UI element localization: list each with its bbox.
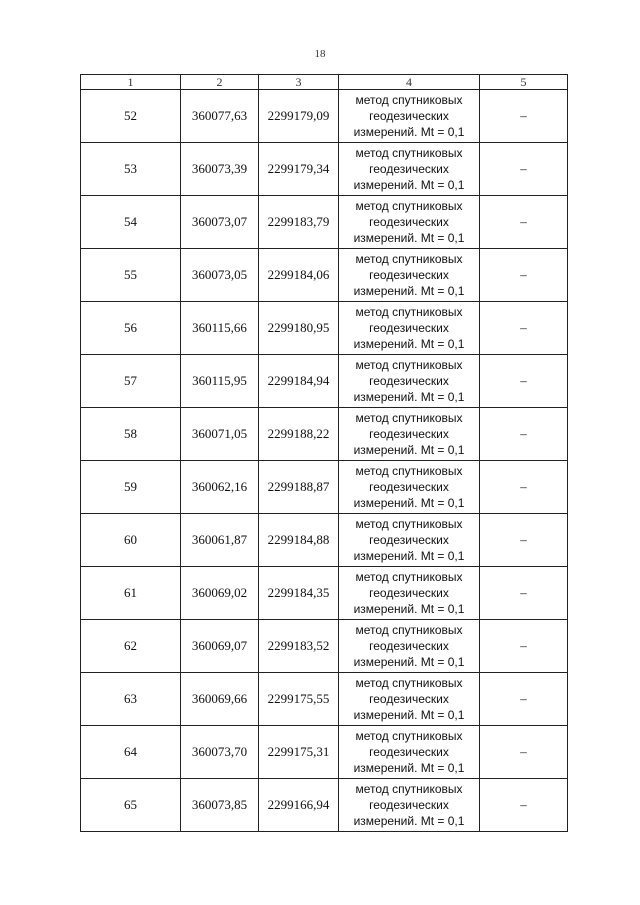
method-line: геодезических <box>369 745 449 759</box>
method-line: метод спутниковых <box>355 782 463 796</box>
note-cell: – <box>480 143 568 196</box>
method-line: метод спутниковых <box>355 729 463 743</box>
note-cell: – <box>480 249 568 302</box>
table-body <box>81 90 568 832</box>
header-col-4: 4 <box>339 75 480 90</box>
point-number-cell: 52 <box>81 90 181 143</box>
page-number: 18 <box>314 48 326 60</box>
method-line: измерений. Mt = 0,1 <box>353 602 465 616</box>
method-line: геодезических <box>369 374 449 388</box>
method-line: измерений. Mt = 0,1 <box>353 443 465 457</box>
table-row <box>81 302 568 355</box>
note-cell: – <box>480 355 568 408</box>
method-line: измерений. Mt = 0,1 <box>353 761 465 775</box>
x-coordinate-cell: 360077,63 <box>181 90 259 143</box>
method-line: измерений. Mt = 0,1 <box>353 708 465 722</box>
note-cell: – <box>480 779 568 832</box>
table-row <box>81 779 568 832</box>
method-cell <box>339 620 480 673</box>
point-number-cell: 60 <box>81 514 181 567</box>
method-line: измерений. Mt = 0,1 <box>353 337 465 351</box>
method-line: геодезических <box>369 480 449 494</box>
y-coordinate-cell: 2299166,94 <box>259 779 339 832</box>
method-cell <box>339 355 480 408</box>
method-line: измерений. Mt = 0,1 <box>353 496 465 510</box>
table-row <box>81 461 568 514</box>
method-line: измерений. Mt = 0,1 <box>353 125 465 139</box>
point-number-cell: 56 <box>81 302 181 355</box>
method-line: метод спутниковых <box>355 411 463 425</box>
method-cell <box>339 567 480 620</box>
note-cell: – <box>480 567 568 620</box>
y-coordinate-cell: 2299175,31 <box>259 726 339 779</box>
method-line: метод спутниковых <box>355 570 463 584</box>
method-line: измерений. Mt = 0,1 <box>353 814 465 828</box>
table-header <box>81 75 568 90</box>
method-cell <box>339 249 480 302</box>
y-coordinate-cell: 2299183,52 <box>259 620 339 673</box>
table-row <box>81 143 568 196</box>
method-line: геодезических <box>369 427 449 441</box>
method-line: геодезических <box>369 692 449 706</box>
x-coordinate-cell: 360115,66 <box>181 302 259 355</box>
table-row <box>81 196 568 249</box>
y-coordinate-cell: 2299179,34 <box>259 143 339 196</box>
point-number-cell: 59 <box>81 461 181 514</box>
x-coordinate-cell: 360069,02 <box>181 567 259 620</box>
method-line: измерений. Mt = 0,1 <box>353 284 465 298</box>
method-cell <box>339 196 480 249</box>
y-coordinate-cell: 2299175,55 <box>259 673 339 726</box>
point-number-cell: 62 <box>81 620 181 673</box>
x-coordinate-cell: 360073,05 <box>181 249 259 302</box>
note-cell: – <box>480 302 568 355</box>
x-coordinate-cell: 360062,16 <box>181 461 259 514</box>
method-cell <box>339 143 480 196</box>
method-line: метод спутниковых <box>355 623 463 637</box>
method-cell <box>339 90 480 143</box>
method-line: измерений. Mt = 0,1 <box>353 231 465 245</box>
method-line: измерений. Mt = 0,1 <box>353 178 465 192</box>
method-line: геодезических <box>369 268 449 282</box>
method-line: измерений. Mt = 0,1 <box>353 655 465 669</box>
method-line: метод спутниковых <box>355 676 463 690</box>
note-cell: – <box>480 514 568 567</box>
header-col-5: 5 <box>480 75 568 90</box>
point-number-cell: 65 <box>81 779 181 832</box>
x-coordinate-cell: 360073,85 <box>181 779 259 832</box>
method-line: метод спутниковых <box>355 464 463 478</box>
method-line: метод спутниковых <box>355 252 463 266</box>
method-line: измерений. Mt = 0,1 <box>353 549 465 563</box>
method-cell <box>339 461 480 514</box>
coordinates-table <box>80 74 568 832</box>
note-cell: – <box>480 461 568 514</box>
method-cell <box>339 673 480 726</box>
table-row <box>81 249 568 302</box>
point-number-cell: 61 <box>81 567 181 620</box>
method-line: геодезических <box>369 321 449 335</box>
note-cell: – <box>480 90 568 143</box>
method-cell <box>339 408 480 461</box>
y-coordinate-cell: 2299188,22 <box>259 408 339 461</box>
x-coordinate-cell: 360069,66 <box>181 673 259 726</box>
table-row <box>81 408 568 461</box>
table-row <box>81 567 568 620</box>
point-number-cell: 64 <box>81 726 181 779</box>
note-cell: – <box>480 726 568 779</box>
table-row <box>81 673 568 726</box>
y-coordinate-cell: 2299184,88 <box>259 514 339 567</box>
y-coordinate-cell: 2299184,35 <box>259 567 339 620</box>
note-cell: – <box>480 673 568 726</box>
table-row <box>81 355 568 408</box>
header-col-1: 1 <box>81 75 181 90</box>
method-line: геодезических <box>369 586 449 600</box>
method-line: геодезических <box>369 162 449 176</box>
x-coordinate-cell: 360071,05 <box>181 408 259 461</box>
y-coordinate-cell: 2299184,06 <box>259 249 339 302</box>
table-row <box>81 90 568 143</box>
method-line: геодезических <box>369 533 449 547</box>
table-row <box>81 620 568 673</box>
point-number-cell: 53 <box>81 143 181 196</box>
method-line: геодезических <box>369 109 449 123</box>
point-number-cell: 57 <box>81 355 181 408</box>
point-number-cell: 55 <box>81 249 181 302</box>
method-cell <box>339 302 480 355</box>
method-cell <box>339 726 480 779</box>
note-cell: – <box>480 408 568 461</box>
header-col-2: 2 <box>181 75 259 90</box>
method-cell <box>339 779 480 832</box>
y-coordinate-cell: 2299188,87 <box>259 461 339 514</box>
method-cell <box>339 514 480 567</box>
method-line: метод спутниковых <box>355 199 463 213</box>
x-coordinate-cell: 360069,07 <box>181 620 259 673</box>
point-number-cell: 63 <box>81 673 181 726</box>
method-line: геодезических <box>369 639 449 653</box>
method-line: метод спутниковых <box>355 358 463 372</box>
table-row <box>81 514 568 567</box>
point-number-cell: 54 <box>81 196 181 249</box>
x-coordinate-cell: 360073,70 <box>181 726 259 779</box>
y-coordinate-cell: 2299183,79 <box>259 196 339 249</box>
header-col-3: 3 <box>259 75 339 90</box>
method-line: измерений. Mt = 0,1 <box>353 390 465 404</box>
method-line: метод спутниковых <box>355 93 463 107</box>
x-coordinate-cell: 360061,87 <box>181 514 259 567</box>
y-coordinate-cell: 2299179,09 <box>259 90 339 143</box>
method-line: метод спутниковых <box>355 146 463 160</box>
x-coordinate-cell: 360115,95 <box>181 355 259 408</box>
method-line: метод спутниковых <box>355 517 463 531</box>
method-line: метод спутниковых <box>355 305 463 319</box>
method-line: геодезических <box>369 798 449 812</box>
point-number-cell: 58 <box>81 408 181 461</box>
x-coordinate-cell: 360073,07 <box>181 196 259 249</box>
x-coordinate-cell: 360073,39 <box>181 143 259 196</box>
note-cell: – <box>480 620 568 673</box>
table-row <box>81 726 568 779</box>
note-cell: – <box>480 196 568 249</box>
y-coordinate-cell: 2299180,95 <box>259 302 339 355</box>
y-coordinate-cell: 2299184,94 <box>259 355 339 408</box>
header-row <box>81 75 568 90</box>
method-line: геодезических <box>369 215 449 229</box>
